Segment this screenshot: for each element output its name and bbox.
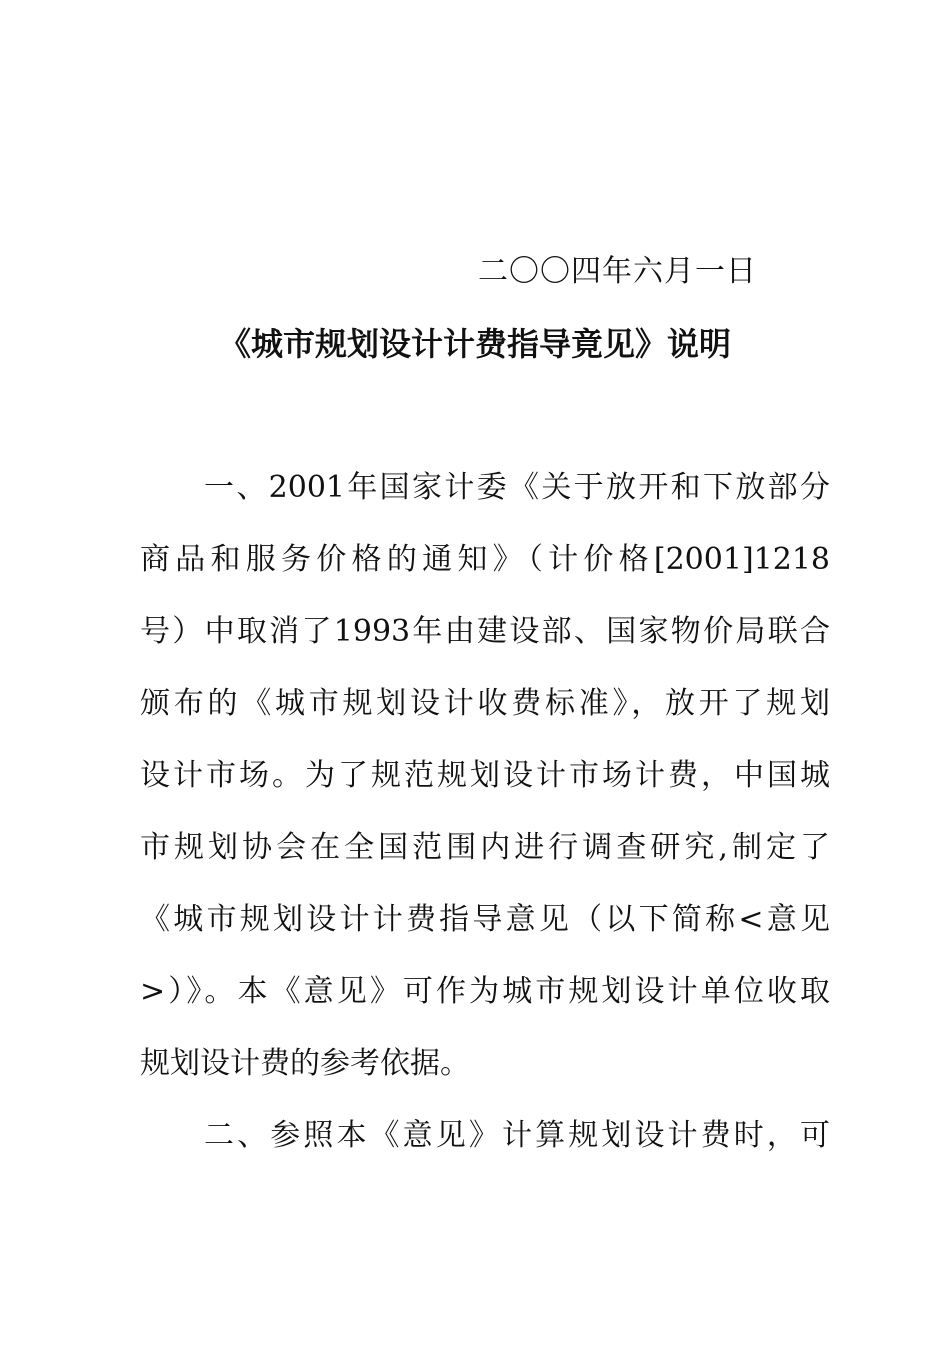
paragraph-1-line-8: >）》。本《意见》可作为城市规划设计单位收取: [140, 974, 830, 1009]
paragraph-1-line-7: 《城市规划设计计费指导意见（以下简称<意见: [140, 902, 830, 937]
paragraph-1-line-9: 规划设计费的参考依据。: [140, 1046, 470, 1081]
paragraph-1-line-1: 一、2001年国家计委《关于放开和下放部分: [204, 470, 830, 505]
paragraph-1-line-5: 设计市场。为了规范规划设计市场计费，中国城: [140, 758, 830, 793]
document-title: 《城市规划设计计费指导竟见》说明: [218, 325, 731, 363]
paragraph-1-line-6: 市规划协会在全国范围内进行调查研究,制定了: [140, 830, 830, 865]
paragraph-1-line-4: 颁布的《城市规划设计收费标准》，放开了规划: [140, 686, 830, 721]
paragraph-1-line-3: 号）中取消了1993年由建设部、国家物价局联合: [140, 614, 830, 649]
document-body: [140, 466, 830, 1186]
paragraph-2-line-1: 二、参照本《意见》计算规划设计费时，可: [204, 1118, 830, 1153]
paragraph-1-line-2: 商品和服务价格的通知》（计价格[2001]1218: [140, 542, 830, 577]
document-date: 二〇〇四年六月一日: [478, 254, 757, 289]
